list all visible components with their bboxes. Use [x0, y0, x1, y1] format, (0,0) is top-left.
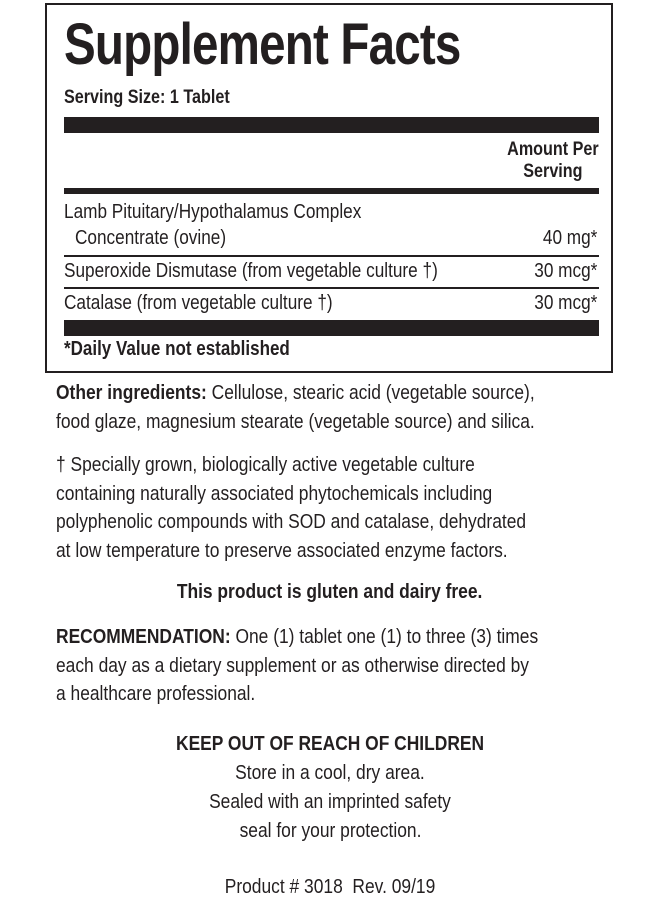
amount-per-serving-header: Amount Per Serving [507, 139, 599, 182]
panel-title: Supplement Facts [64, 12, 461, 77]
seal-notice: Sealed with an imprinted safety [209, 791, 451, 813]
product-info: Product # 3018 Rev. 09/19 [224, 876, 436, 898]
serving-size: Serving Size: 1 Tablet [64, 87, 230, 108]
supplement-facts-panel [45, 3, 613, 373]
ingredient-amount: 30 mcg* [533, 292, 597, 314]
thick-divider [64, 320, 599, 336]
other-ingredients-label: Other ingredients: [56, 382, 207, 404]
recommendation: RECOMMENDATION: One (1) tablet one (1) to three (3) times each day as a dietary supplement or as otherwise directed by a healthcare professional. [56, 626, 539, 705]
daily-value-footnote: *Daily Value not established [64, 338, 290, 360]
header-divider [64, 188, 599, 194]
seal-notice-cont: seal for your protection. [239, 820, 421, 842]
recommendation-label: RECOMMENDATION: [56, 626, 231, 648]
ingredient-name: Lamb Pituitary/Hypothalamus Complex [64, 201, 362, 223]
storage-instruction: Store in a cool, dry area. [235, 762, 425, 784]
thick-divider [64, 117, 599, 133]
ingredient-name-cont: Concentrate (ovine) [75, 227, 227, 249]
row-divider [64, 287, 599, 289]
row-divider [64, 255, 599, 257]
culture-note: † Specially grown, biologically active vegetable culture containing naturally associated phytochemicals including polyphenolic compounds with SOD and catalase, dehydrated at low temperature to preserve associated enzyme factors. [56, 454, 527, 562]
ingredient-name: Superoxide Dismutase (from vegetable culture †) [64, 260, 438, 282]
other-ingredients: Other ingredients: Cellulose, stearic acid (vegetable source), food glaze, magnesium stearate (vegetable source) and silica. [56, 382, 535, 433]
allergen-statement: This product is gluten and dairy free. [177, 581, 483, 603]
warning-heading: KEEP OUT OF REACH OF CHILDREN [175, 733, 485, 755]
ingredient-name: Catalase (from vegetable culture †) [64, 292, 333, 314]
ingredient-amount: 30 mcg* [533, 260, 597, 282]
ingredient-amount: 40 mg* [542, 227, 597, 249]
